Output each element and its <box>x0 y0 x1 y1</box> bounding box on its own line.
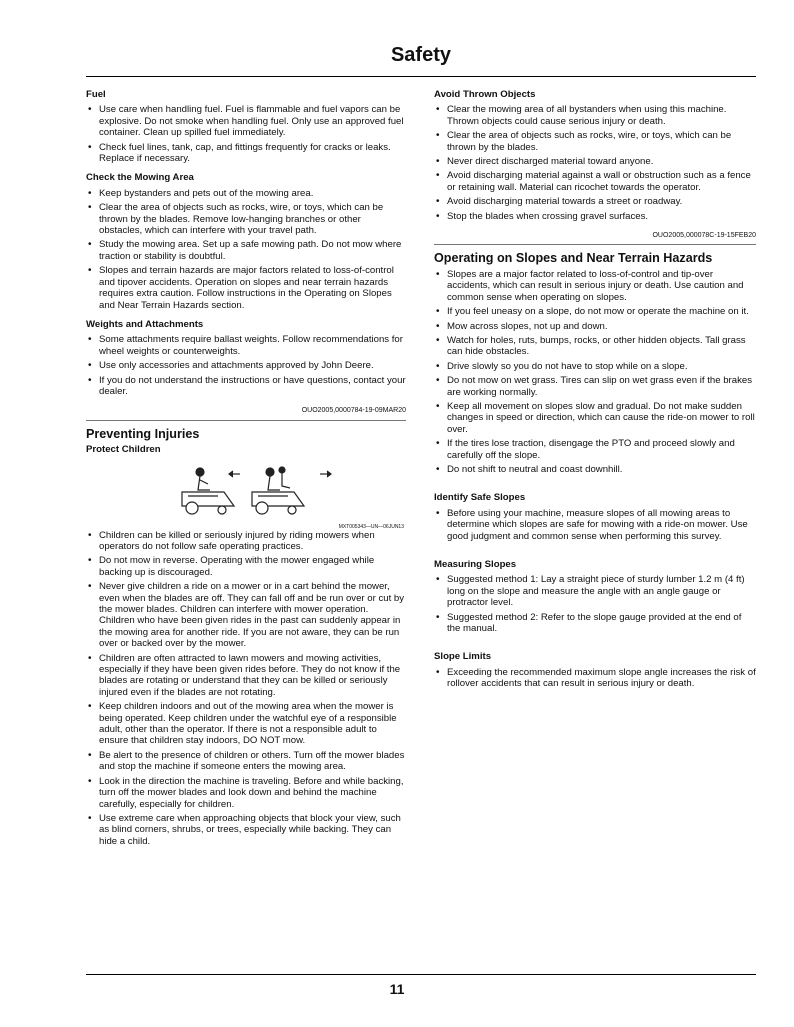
thrown-objects-heading: Avoid Thrown Objects <box>434 89 536 100</box>
list-item: • Clear the mowing area of all bystanders when using this machine. Thrown objects could cause serious injury or death. <box>434 104 756 127</box>
list-item: • Avoid discharging material towards a street or roadway. <box>434 196 756 207</box>
injuries-heading: Preventing Injuries <box>86 426 200 441</box>
list-item: • Look in the direction the machine is traveling. Before and while backing, turn off the mower blades and look down and behind the machine carefully, especially for children. <box>86 776 406 810</box>
header-rule <box>86 76 756 77</box>
list-item: • Before using your machine, measure slopes of all mowing areas to determine which slopes are safe for mowing with a ride-on mower. Use good judgment and common sense when performing this survey. <box>434 508 756 542</box>
slope-limits-list <box>434 667 756 690</box>
measuring-slopes-list <box>434 574 756 634</box>
list-item: • If you feel uneasy on a slope, do not mow or operate the machine on it. <box>434 306 756 317</box>
list-item: • Use extreme care when approaching objects that block your view, such as blind corners, shrubs, or trees, especially while backing. They can hide a child. <box>86 813 406 847</box>
right-column <box>434 86 756 698</box>
list-item: • Keep children indoors and out of the mowing area when the mower is being operated. Keep children under the watchful eye of a responsible adult, other than the operator. If there is not a responsible adult to ensure that children stay indoors, DO NOT mow. <box>86 701 406 747</box>
protect-children-list <box>86 530 406 848</box>
list-item: • Keep bystanders and pets out of the mowing area. <box>86 188 406 199</box>
list-item: • Do not mow on wet grass. Tires can slip on wet grass even if the brakes are working normally. <box>434 375 756 398</box>
mower-children-icon <box>178 462 338 522</box>
list-item: • Never give children a ride on a mower or in a cart behind the mower, even when the blades are off. They can fall off and be run over or cut by the mower blades. Children can interfere with mower operation. Children who have been given rides in the past can suddenly appear in the mowing area for another ride. If you are not aware, they can be run over or backed over by the mower. <box>86 581 406 649</box>
slope-limits-heading: Slope Limits <box>434 651 492 663</box>
slopes-list <box>434 269 756 476</box>
list-item: • Clear the area of objects such as rocks, wire, or toys, which can be thrown by the blades. <box>434 130 756 153</box>
no-riders-illustration <box>86 462 406 528</box>
list-item: • Clear the area of objects such as rocks, wire, or toys, which can be thrown by the blades. Remove low-hanging branches or other obstacles, which can interfere with your travel path. <box>86 202 406 236</box>
section-divider <box>434 244 756 245</box>
page-number: 11 <box>389 981 405 997</box>
list-item: • Do not shift to neutral and coast downhill. <box>434 464 756 475</box>
list-item: • Check fuel lines, tank, cap, and fittings frequently for cracks or leaks. Replace if necessary. <box>86 142 406 165</box>
fuel-list <box>86 104 406 164</box>
identify-slopes-heading: Identify Safe Slopes <box>434 492 526 504</box>
list-item: • Suggested method 1: Lay a straight piece of sturdy lumber 1.2 m (4 ft) long on the slope and measure the angle with an angle gauge or protractor level. <box>434 574 756 608</box>
list-item: • Drive slowly so you do not have to stop while on a slope. <box>434 361 756 372</box>
list-item: • Children can be killed or seriously injured by riding mowers when operators do not follow safe operating practices. <box>86 530 406 553</box>
reference-code: OUO2005,000078C-19-15FEB20 <box>652 232 756 240</box>
list-item: • Use care when handling fuel. Fuel is flammable and fuel vapors can be explosive. Do not smoke when handling fuel. Only use an approved fuel container. Clean up spilled fuel immediately. <box>86 104 406 138</box>
fuel-heading: Fuel <box>86 89 106 100</box>
mowing-area-list <box>86 188 406 311</box>
list-item: • If you do not understand the instructions or have questions, contact your dealer. <box>86 375 406 398</box>
mowing-area-heading: Check the Mowing Area <box>86 172 194 184</box>
list-item: • Use only accessories and attachments approved by John Deere. <box>86 360 406 371</box>
weights-list <box>86 334 406 397</box>
list-item: • Stop the blades when crossing gravel surfaces. <box>434 211 756 222</box>
list-item: • Never direct discharged material toward anyone. <box>434 156 756 167</box>
figure-caption: MXT005343—UN—06JUN13 <box>338 523 404 530</box>
page-title <box>0 44 794 67</box>
list-item: • Keep all movement on slopes slow and gradual. Do not make sudden changes in speed or direction, which can cause the ride-on mower to roll over. <box>434 401 756 435</box>
list-item: • Mow across slopes, not up and down. <box>434 321 756 332</box>
weights-heading: Weights and Attachments <box>86 318 204 330</box>
list-item: • Suggested method 2: Refer to the slope gauge provided at the end of the manual. <box>434 612 756 635</box>
identify-slopes-list <box>434 508 756 542</box>
footer-rule <box>86 974 756 975</box>
list-item: • Avoid discharging material against a wall or obstruction such as a fence or retaining wall. Material can ricochet towards the operator. <box>434 170 756 193</box>
slopes-heading: Operating on Slopes and Near Terrain Hazards <box>434 251 713 266</box>
section-divider <box>86 420 406 421</box>
page-title-text: Safety <box>390 44 451 66</box>
list-item: • If the tires lose traction, disengage the PTO and proceed slowly and carefully off the slope. <box>434 438 756 461</box>
list-item: • Be alert to the presence of children or others. Turn off the mower blades and stop the machine if someone enters the mowing area. <box>86 750 406 773</box>
protect-children-heading: Protect Children <box>86 444 161 456</box>
list-item: • Watch for holes, ruts, bumps, rocks, or other hidden objects. Tall grass can hide obstacles. <box>434 335 756 358</box>
list-item: • Children are often attracted to lawn mowers and mowing activities, especially if they have been given rides before. They do not know if the blades are rotating or understand that they can be killed or seriously injured even if the blades are not rotating. <box>86 653 406 699</box>
thrown-objects-list <box>434 104 756 222</box>
list-item: • Do not mow in reverse. Operating with the mower engaged while backing up is discouraged. <box>86 555 406 578</box>
list-item: • Slopes and terrain hazards are major factors related to loss-of-control and tipover accidents. Operation on slopes and near terrain hazards requires extra caution. Follow instructions in the Operating on Slopes and Near Terrain Hazards section. <box>86 265 406 311</box>
left-column <box>86 86 406 855</box>
list-item: • Some attachments require ballast weights. Follow recommendations for wheel weights or counterweights. <box>86 334 406 357</box>
list-item: • Exceeding the recommended maximum slope angle increases the risk of rollover accidents that can result in serious injury or death. <box>434 667 756 690</box>
list-item: • Study the mowing area. Set up a safe mowing path. Do not mow where traction or stability is doubtful. <box>86 239 406 262</box>
list-item: • Slopes are a major factor related to loss-of-control and tip-over accidents, which can result in serious injury or death. Use caution and common sense when operating on slopes. <box>434 269 756 303</box>
measuring-slopes-heading: Measuring Slopes <box>434 559 517 570</box>
reference-code: OUO2005,0000784-19-09MAR20 <box>301 407 406 415</box>
